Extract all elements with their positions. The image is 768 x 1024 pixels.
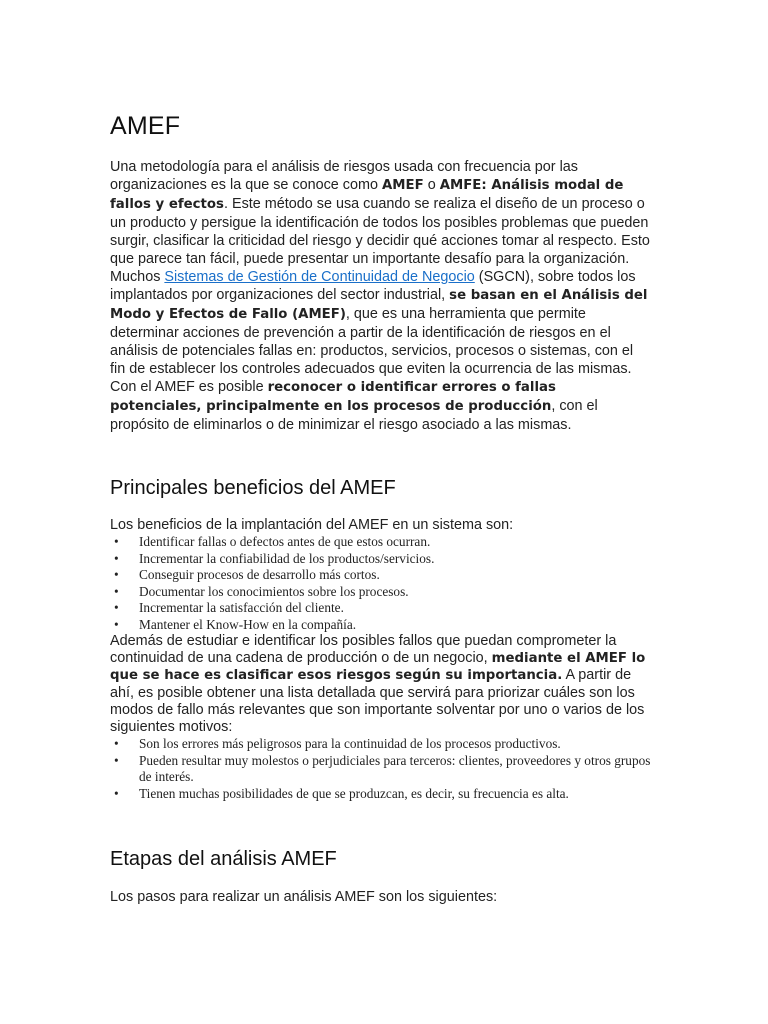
list-item <box>110 584 655 601</box>
stages-heading: Etapas del análisis AMEF <box>110 848 337 870</box>
intro-text-2: o <box>423 177 440 193</box>
list-item <box>110 736 655 753</box>
benefits-list <box>110 534 655 634</box>
intro-bold-recognize: reconocer o identificar errores o fallas potenciales, principalmente en los procesos de producción <box>110 380 556 414</box>
list-item <box>110 567 655 584</box>
bullet-icon: • <box>114 534 119 549</box>
intro-paragraph <box>110 158 650 434</box>
list-item-text: Incrementar la confiabilidad de los productos/servicios. <box>139 550 435 566</box>
page-title: AMEF <box>110 112 181 140</box>
bullet-icon: • <box>114 752 119 768</box>
list-item-text: Tienen muchas posibilidades de que se produzcan, es decir, su frecuencia es alta. <box>139 785 569 801</box>
list-item-text: Incrementar la satisfacción del cliente. <box>139 600 344 616</box>
priority-bold: mediante el AMEF lo que se hace es clasificar esos riesgos según su importancia. <box>110 650 646 684</box>
intro-text-4: (SGCN), sobre todos los implantados por organizaciones del sector industrial, <box>110 269 636 303</box>
sgcn-link[interactable]: Sistemas de Gestión de Continuidad de Negocio <box>164 269 475 285</box>
list-item <box>110 753 655 786</box>
list-item <box>110 600 655 617</box>
list-item-text: Conseguir procesos de desarrollo más cortos. <box>139 567 380 583</box>
benefits-lead: Los beneficios de la implantación del AMEF en un sistema son: <box>110 517 514 533</box>
intro-bold-based: se basan en el Análisis del Modo y Efectos de Fallo (AMEF) <box>110 288 648 322</box>
intro-text-3: . Este método se usa cuando se realiza el diseño de un proceso o un producto y persigue la identificación de todos los posibles problemas que pueden surgir, clasificar la criticidad del riesgo y decidir qué acciones tomar al respecto. Esto que parece tan fácil, puede presentar un importante desafío para la organización. Muchos <box>110 196 650 285</box>
reasons-list <box>110 736 655 802</box>
intro-bold-amef: AMEF <box>382 178 424 193</box>
bullet-icon: • <box>114 785 119 801</box>
bullet-icon: • <box>114 600 119 616</box>
benefits-heading: Principales beneficios del AMEF <box>110 477 396 499</box>
priority-text-1: Además de estudiar e identificar los posibles fallos que puedan comprometer la continuidad de una cadena de producción o de un negocio, <box>110 633 617 666</box>
bullet-icon: • <box>114 550 119 566</box>
intro-text-5: , que es una herramienta que permite determinar acciones de prevención a partir de la identificación de riesgos en el análisis de potenciales fallas en: productos, servicios, procesos o sistemas, con el fin de establecer los controles adecuados que eviten la ocurrencia de las mismas. Con el AMEF es posible <box>110 306 634 395</box>
bullet-icon: • <box>114 736 119 751</box>
priority-text-2: A partir de ahí, es posible obtener una lista detallada que servirá para priorizar cuáles son los modos de fallo más relevantes que son importante solventar por uno o varios de los siguientes motivos: <box>110 667 645 735</box>
list-item <box>110 786 655 803</box>
list-item <box>110 551 655 568</box>
bullet-icon: • <box>114 616 119 632</box>
bullet-icon: • <box>114 583 119 599</box>
intro-text-6: , con el propósito de eliminarlos o de minimizar el riesgo asociado a las mismas. <box>110 398 598 433</box>
priority-paragraph <box>110 633 650 735</box>
intro-text-1: Una metodología para el análisis de riesgos usada con frecuencia por las organizaciones es la que se conoce como <box>110 159 578 193</box>
list-item-text: Pueden resultar muy molestos o perjudiciales para terceros: clientes, proveedores y otros grupos de interés. <box>139 752 651 785</box>
intro-bold-amfe: AMFE: Análisis modal de fallos y efectos <box>110 178 624 212</box>
bullet-icon: • <box>114 567 119 583</box>
list-item-text: Son los errores más peligrosos para la continuidad de los procesos productivos. <box>139 736 561 751</box>
stages-lead: Los pasos para realizar un análisis AMEF son los siguientes: <box>110 889 498 905</box>
list-item-text: Documentar los conocimientos sobre los procesos. <box>139 583 409 599</box>
list-item-text: Identificar fallas o defectos antes de que estos ocurran. <box>139 534 431 549</box>
list-item <box>110 534 655 551</box>
list-item-text: Mantener el Know-How en la compañía. <box>139 616 357 632</box>
list-item <box>110 617 655 634</box>
